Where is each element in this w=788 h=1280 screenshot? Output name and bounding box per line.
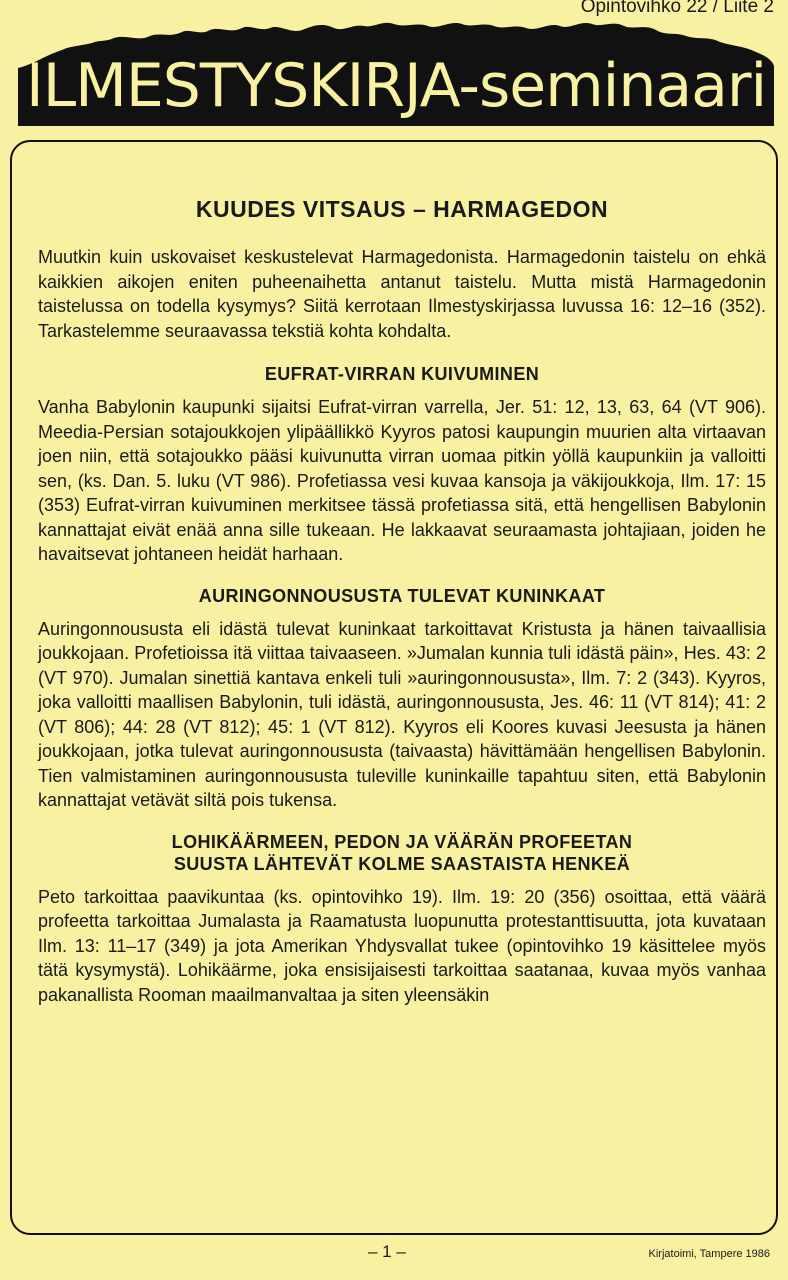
masthead-banner (14, 16, 778, 126)
section-body-kings: Auringonnoususta eli idästä tulevat kuninkaat tarkoittavat Kristusta ja hänen taivaallisia joukkojaan. Profetioissa itä viittaa taivaaseen. »Jumalan kunnia tuli idästä päin», Hes. 43: 2 (VT 970). Jumalan sinettiä kantava enkeli tuli »auringonnoususta», Ilm. 7: 2 (343). Kyyros, joka valloitti maallisen Babylonin, tuli idästä, auringonnoususta, Jes. 46: 11 (VT 814); 41: 2 (VT 806); 44: 28 (VT 812); 45: 1 (VT 812). Kyyros eli Koores kuvasi Jeesusta ja hänen joukkojaan, jotka tulevat auringonnoususta (taivaasta) hävittämään hengellisen Babylonin. Tien valmistaminen auringonnoususta tuleville kuninkaille tapahtuu siten, että Babylonin kannattajat vetävät siltä pois tukensa. (38, 618, 766, 810)
section-heading-line: AURINGONNOUSUSTA TULEVAT KUNINKAAT (198, 585, 606, 606)
section-body-eufrat: Vanha Babylonin kaupunki sijaitsi Eufrat-virran varrella, Jer. 51: 12, 13, 63, 64 (VT 906). Meedia-Persian sotajoukkojen ylipäällikkö Kyyros patosi kaupungin muurien alta virtaavan joen niin, että sotajoukko pääsi kuivunutta virran uomaa pitkin yöllä kaupunkiin ja valloitti sen, (ks. Dan. 5. luku (VT 986). Profetiassa vesi kuvaa kansoja ja väkijoukkoja, Ilm. 17: 15 (353) Eufrat-virran kuivuminen merkitsee tässä profetiassa sitä, että hengellisen Babylonin kannattajat eivät enää anna sille tukeaan. He lakkaavat seuraamasta johtajiaan, joiden he havaitsevat johtaneen heidät harhaan. (38, 397, 766, 564)
masthead-title: ILMESTYSKIRJA-seminaari (26, 51, 767, 121)
intro-paragraph: Muutkin kuin uskovaiset keskustelevat Harmagedonista. Harmagedonin taistelu on ehkä kaikkien aikojen eniten puheenaihetta antanut taistelu. Mutta mistä Harmagedonin taistelussa on todella kysymys? Siitä kerrotaan Ilmestyskirjassa luvussa 16: 12–16 (352). Tarkastelemme seuraavassa tekstiä kohta kohdalta. (38, 247, 766, 341)
section-heading-line-2: SUUSTA LÄHTEVÄT KOLME SAASTAISTA HENKEÄ (173, 853, 631, 874)
publisher-note: Kirjatoimi, Tampere 1986 (648, 1248, 770, 1260)
series-label: Opintovihko 22 / Liite 2 (580, 0, 774, 17)
section-heading-eufrat (38, 363, 766, 385)
section-heading-line-1: LOHIKÄÄRMEEN, PEDON JA VÄÄRÄN PROFEETAN (171, 831, 633, 852)
article (38, 196, 766, 1007)
page-number: – 1 – (368, 1242, 406, 1261)
section-heading-spirits (38, 831, 766, 875)
section-heading-line: EUFRAT-VIRRAN KUIVUMINEN (264, 364, 540, 384)
section-heading-kings (38, 585, 766, 607)
article-title: KUUDES VITSAUS – HARMAGEDON (195, 196, 609, 222)
section-body-spirits: Peto tarkoittaa paavikuntaa (ks. opintovihko 19). Ilm. 19: 20 (356) osoittaa, että väärä profeetta tarkoittaa Jumalasta ja Raamatusta luopunutta protestanttisuutta, jota kuvataan Ilm. 13: 11–17 (349) ja jota Amerikan Yhdysvallat tukee (opintovihko 19 käsittelee myös tätä kysymystä). Lohikäärme, joka ensisijaisesti tarkoittaa saatanaa, kuvaa myös vanhaa pakanallista Rooman maailmanvaltaa ja siten yleensäkin (38, 886, 766, 1005)
